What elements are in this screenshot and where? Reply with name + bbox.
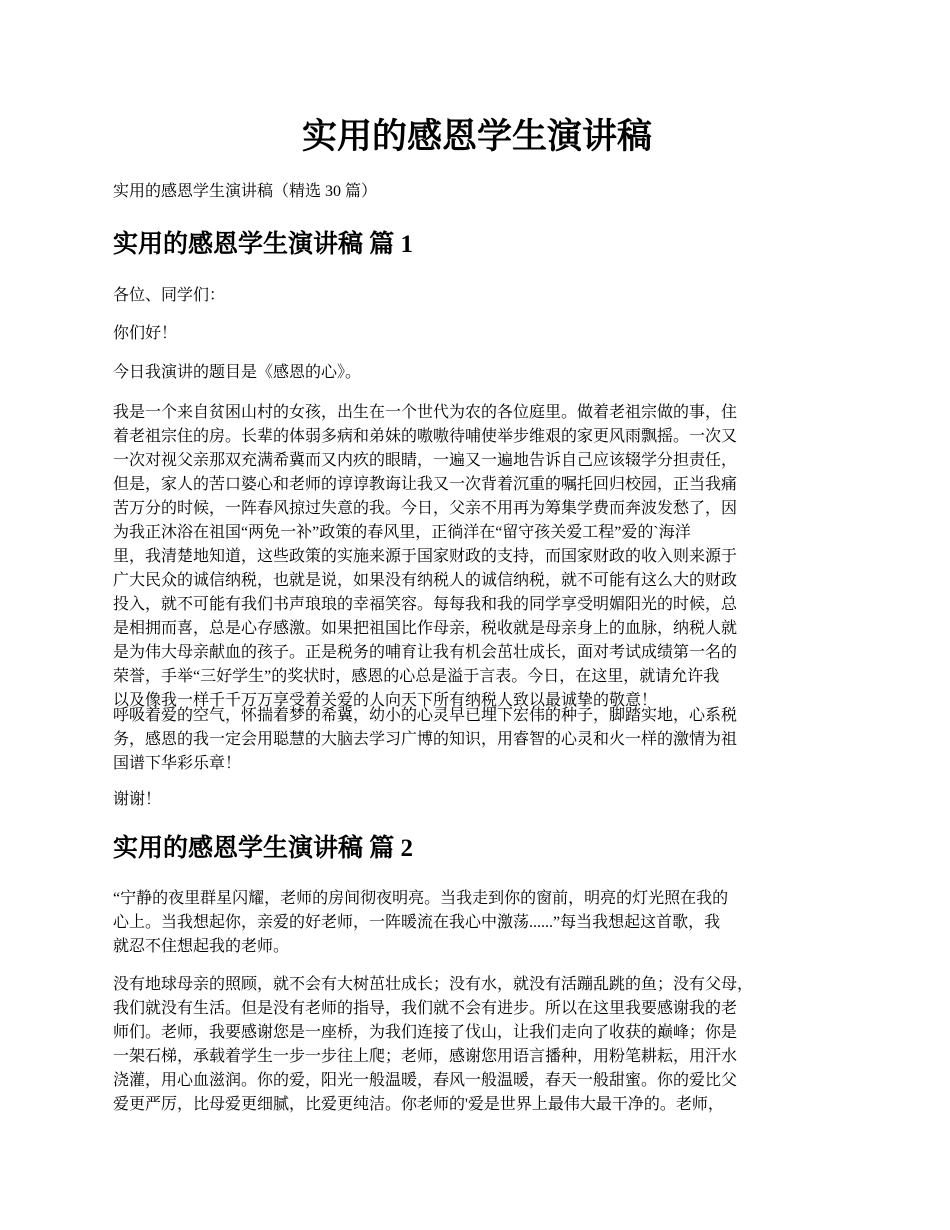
text-line: “宁静的夜里群星闪耀，老师的房间彻夜明亮。当我走到你的窗前，明亮的灯光照在我的 bbox=[113, 890, 729, 907]
text-line: 但是，家人的苦口婆心和老师的谆谆教诲让我又一次背着沉重的嘱托回归校园，正当我痛 bbox=[113, 476, 738, 493]
text-line: 一架石梯，承载着学生一步一步往上爬；老师，感谢您用语言播种，用粉笔耕耘，用汗水 bbox=[113, 1048, 738, 1065]
paragraph bbox=[113, 973, 841, 1117]
text-line: 我是一个来自贫困山村的女孩，出生在一个世代为农的各位庭里。做着老祖宗做的事，住 bbox=[113, 404, 738, 421]
text-line: 各位、同学们： bbox=[113, 287, 226, 304]
section-heading-1: 实用的感恩学生演讲稿 篇 1 bbox=[113, 231, 414, 258]
text-line: 谢谢！ bbox=[113, 791, 162, 808]
paragraph bbox=[113, 284, 841, 308]
text-line: 浇灌，用心血滋润。你的爱，阳光一般温暖，春风一般温暖，春天一般甜蜜。你的爱比父 bbox=[113, 1072, 738, 1089]
text-line: 广大民众的诚信纳税，也就是说，如果没有纳税人的诚信纳税，就不可能有这么大的财政 bbox=[113, 572, 738, 589]
document-title: 实用的感恩学生演讲稿 bbox=[301, 117, 652, 156]
text-line: 没有地球母亲的照顾，就不会有大树茁壮成长；没有水，就没有活蹦乱跳的鱼；没有父母， bbox=[113, 976, 754, 993]
text-line: 我们就没有生活。但是没有老师的指导，我们就不会有进步。所以在这里我要感谢我的老 bbox=[113, 1000, 738, 1017]
paragraph bbox=[113, 704, 841, 776]
text-line: 呼吸着爱的空气，怀揣着梦的希冀，幼小的心灵早已埋下宏伟的种子，脚踏实地，心系税 bbox=[113, 707, 738, 724]
text-line: 师们。老师，我要感谢您是一座桥，为我们连接了伐山，让我们走向了收获的巅峰；你是 bbox=[113, 1024, 738, 1041]
text-line: 为我正沐浴在祖国“两免一补”政策的春风里，正徜洋在“留守孩关爱工程”爱的`海洋 bbox=[113, 524, 691, 541]
text-line: 心上。当我想起你，亲爱的好老师，一阵暖流在我心中激荡......”每当我想起这首歌，我 bbox=[113, 914, 721, 931]
text-line: 是相拥而喜，总是心存感激。如果把祖国比作母亲，税收就是母亲身上的血脉，纳税人就 bbox=[113, 620, 738, 637]
text-line: 是为伟大母亲献血的孩子。正是税务的哺育让我有机会茁壮成长，面对考试成绩第一名的 bbox=[113, 644, 738, 661]
text-line: 荣誉，手举“三好学生”的奖状时，感恩的心总是溢于言表。今日，在这里，就请允许我 bbox=[113, 668, 720, 685]
text-line: 国谱下华彩乐章！ bbox=[113, 755, 242, 772]
text-line: 苦万分的时候，一阵春风掠过失意的我。今日，父亲不用再为筹集学费而奔波发愁了，因 bbox=[113, 500, 738, 517]
text-line: 今日我演讲的题目是《感恩的心》。 bbox=[113, 364, 362, 381]
text-line: 一次对视父亲那双充满希冀而又内疚的眼睛，一遍又一遍地告诉自己应该辍学分担责任， bbox=[113, 452, 738, 469]
text-line: 以及像我一样千千万万享受着关爱的人向天下所有纳税人致以最诚挚的敬意！ bbox=[113, 692, 658, 709]
text-line: 你们好！ bbox=[113, 325, 178, 342]
paragraph bbox=[113, 887, 841, 959]
paragraph bbox=[113, 361, 841, 385]
section-heading-2: 实用的感恩学生演讲稿 篇 2 bbox=[113, 835, 414, 862]
text-line: 着老祖宗住的房。长辈的体弱多病和弟妹的嗷嗷待哺使举步维艰的家更风雨飘摇。一次又 bbox=[113, 428, 738, 445]
paragraph bbox=[113, 322, 841, 346]
text-line: 里，我清楚地知道，这些政策的实施来源于国家财政的支持，而国家财政的收入则来源于 bbox=[113, 548, 738, 565]
text-line: 就忍不住想起我的老师。 bbox=[113, 938, 290, 955]
paragraph bbox=[113, 401, 841, 713]
text-line: 投入，就不可能有我们书声琅琅的幸福笑容。每每我和我的同学享受明媚阳光的时候，总 bbox=[113, 596, 738, 613]
paragraph bbox=[113, 788, 841, 812]
document-subtitle: 实用的感恩学生演讲稿（精选 30 篇） bbox=[113, 183, 378, 200]
text-line: 务，感恩的我一定会用聪慧的大脑去学习广博的知识，用睿智的心灵和火一样的激情为祖 bbox=[113, 731, 738, 748]
text-line: 爱更严厉，比母爱更细腻，比爱更纯洁。你老师的'爱是世界上最伟大最干净的。老师， bbox=[113, 1096, 724, 1113]
